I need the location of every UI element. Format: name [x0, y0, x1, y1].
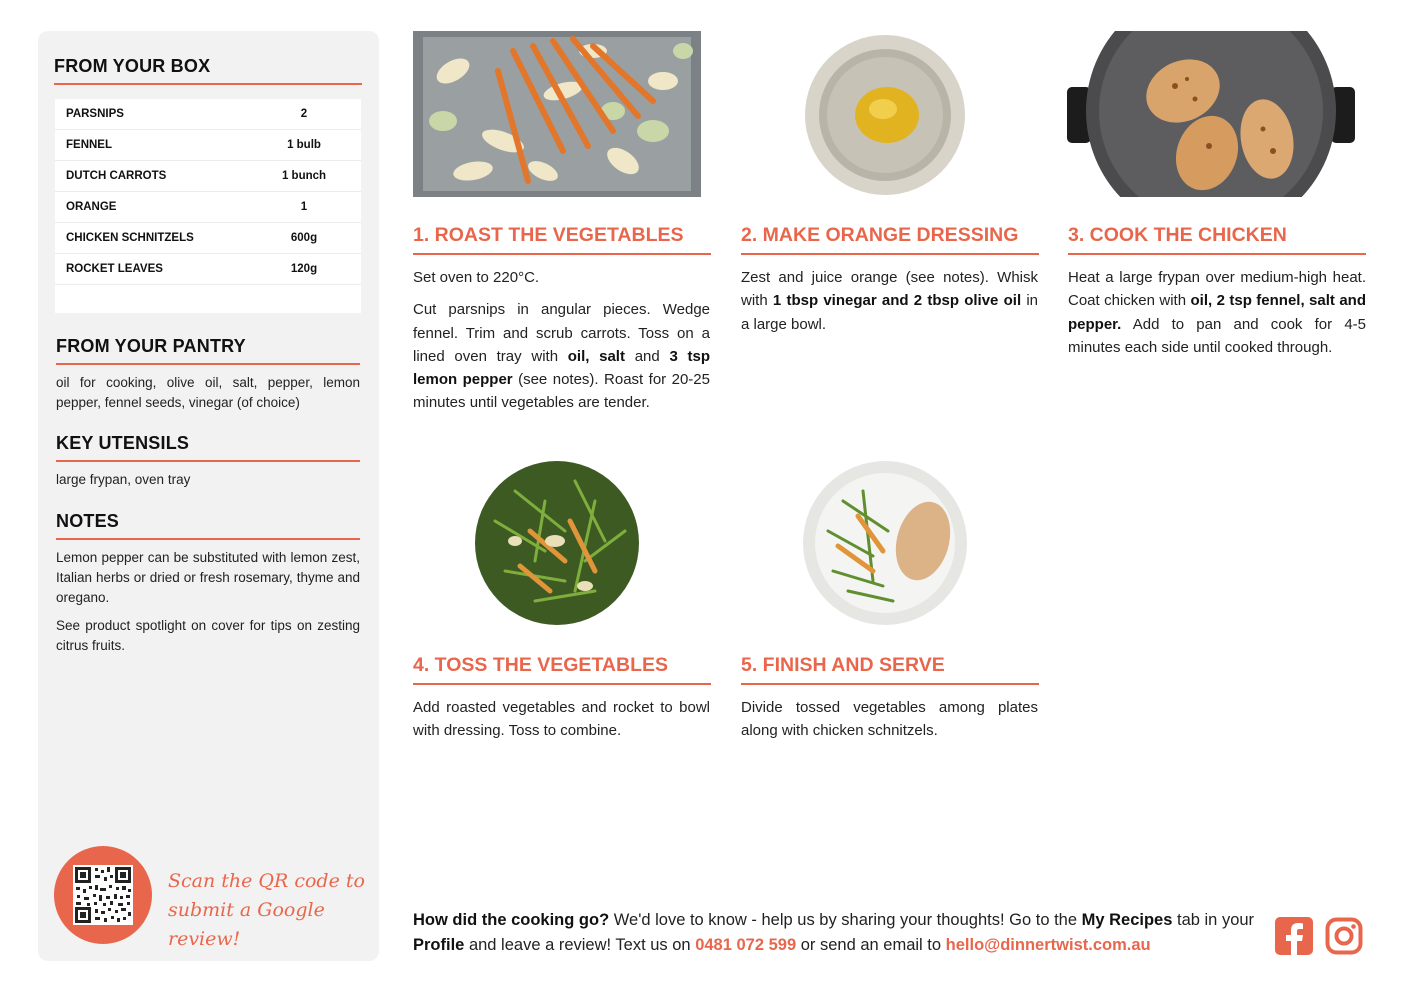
ingredient-qty: 120g	[290, 263, 318, 275]
notes-section	[56, 511, 360, 656]
ingredient-row	[55, 254, 361, 285]
ingredient-qty: 2	[300, 108, 308, 120]
step-3-body	[1068, 266, 1366, 359]
pantry-text: oil for cooking, olive oil, salt, pepper, lemon pepper, fennel seeds, vinegar (of choice)	[56, 375, 360, 410]
step-3-paragraph: Heat a large frypan over medium-high heat. Coat chicken with oil, 2 tsp fennel, salt and pepper. Add to pan and cook for 4-5 minutes each side until cooked through.	[1068, 269, 1366, 356]
ingredients-table	[55, 99, 361, 313]
ingredient-row	[55, 192, 361, 223]
step-1-title: 1. ROAST THE VEGETABLES	[413, 224, 684, 246]
qr-badge[interactable]	[54, 846, 152, 944]
section-divider	[56, 460, 360, 462]
from-your-box-section	[54, 56, 362, 85]
section-divider	[56, 538, 360, 540]
toss-vegetables-photo	[475, 461, 639, 625]
email-link[interactable]: hello@dinnertwist.com.au	[945, 936, 1151, 954]
ingredient-qty: 1	[300, 201, 308, 213]
profile-link[interactable]: Profile	[413, 936, 465, 954]
from-your-box-title: FROM YOUR BOX	[54, 56, 211, 76]
step-4-paragraph: Add roasted vegetables and rocket to bowl with dressing. Toss to combine.	[413, 699, 710, 740]
notes-title: NOTES	[56, 511, 120, 531]
notes-text-1: Lemon pepper can be substituted with lemon zest, Italian herbs or dried or fresh rosemary, thyme and oregano.	[56, 550, 360, 605]
ingredient-row	[55, 223, 361, 254]
ingredient-row	[55, 130, 361, 161]
utensils-title: KEY UTENSILS	[56, 433, 190, 453]
my-recipes-link[interactable]: My Recipes	[1081, 911, 1173, 929]
step-4-body	[413, 696, 710, 743]
sidebar-panel	[38, 31, 379, 961]
step-2-paragraph: Zest and juice orange (see notes). Whisk with 1 tbsp vinegar and 2 tbsp olive oil in a large bowl.	[741, 269, 1038, 333]
notes-text-2: See product spotlight on cover for tips on zesting citrus fruits.	[56, 618, 360, 653]
ingredient-qty: 1 bulb	[287, 139, 321, 151]
ingredient-name: CHICKEN SCHNITZELS	[66, 232, 194, 244]
step-4-title: 4. TOSS THE VEGETABLES	[413, 654, 668, 676]
step-1-divider	[413, 253, 711, 255]
orange-dressing-photo	[803, 33, 967, 197]
ingredient-row	[55, 99, 361, 130]
step-5-paragraph: Divide tossed vegetables among plates along with chicken schnitzels.	[741, 699, 1038, 740]
step-3-title: 3. COOK THE CHICKEN	[1068, 224, 1287, 246]
step-2-body	[741, 266, 1038, 336]
ingredient-qty: 600g	[290, 232, 318, 244]
ingredient-row	[55, 161, 361, 192]
roast-vegetables-photo	[413, 31, 701, 197]
finish-serve-photo	[803, 461, 967, 625]
instagram-icon[interactable]	[1325, 917, 1363, 955]
step-5-divider	[741, 683, 1039, 685]
step-1-paragraph-2: Cut parsnips in angular pieces. Wedge fennel. Trim and scrub carrots. Toss on a lined oven tray with oil, salt and 3 tsp lemon pepper (see notes). Roast for 20-25 minutes until vegetables are tender.	[413, 301, 710, 412]
ingredient-qty: 1 bunch	[281, 170, 327, 182]
feedback-footer: How did the cooking go? We'd love to know - help us by sharing your thoughts! Go to the My Recipes tab in your Profile and leave a review! Text us on 0481 072 599 or send an email to hello@dinnertwist.com.au	[413, 911, 1255, 954]
phone-link[interactable]: 0481 072 599	[695, 936, 797, 954]
step-2-title: 2. MAKE ORANGE DRESSING	[741, 224, 1019, 246]
step-1-body	[413, 266, 710, 415]
section-divider	[56, 363, 360, 365]
step-2-divider	[741, 253, 1039, 255]
section-divider	[54, 83, 362, 85]
utensils-text: large frypan, oven tray	[56, 472, 191, 487]
ingredient-name: PARSNIPS	[66, 108, 124, 120]
step-3-divider	[1068, 253, 1366, 255]
qr-caption	[168, 867, 379, 954]
ingredient-name: FENNEL	[66, 139, 112, 151]
utensils-section	[56, 433, 360, 490]
facebook-icon[interactable]	[1275, 917, 1313, 955]
ingredient-name: ORANGE	[66, 201, 117, 213]
step-5-title: 5. FINISH AND SERVE	[741, 654, 945, 676]
pantry-section	[56, 336, 360, 413]
step-4-divider	[413, 683, 711, 685]
cook-chicken-photo	[1067, 31, 1355, 197]
step-5-body	[741, 696, 1038, 743]
qr-caption-line-2: submit a Google review!	[168, 899, 325, 950]
footer-question: How did the cooking go?	[413, 911, 610, 929]
ingredient-name: ROCKET LEAVES	[66, 263, 163, 275]
ingredient-name: DUTCH CARROTS	[66, 170, 167, 182]
qr-caption-line-1: Scan the QR code to	[168, 870, 365, 892]
step-1-paragraph-1: Set oven to 220°C.	[413, 269, 540, 286]
qr-code-icon	[73, 865, 133, 925]
pantry-title: FROM YOUR PANTRY	[56, 336, 246, 356]
